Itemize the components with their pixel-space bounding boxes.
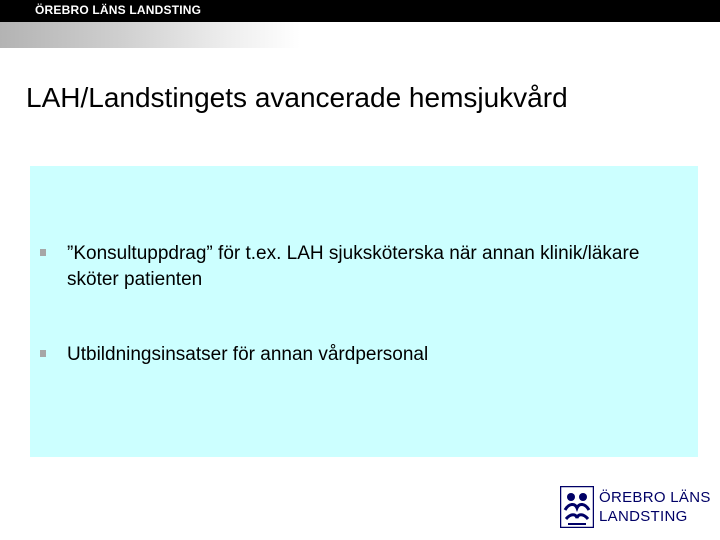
square-bullet-icon [40, 350, 46, 357]
bullet-text: Utbildningsinsatser för annan vårdpersonal [67, 344, 429, 365]
bullet-item [40, 342, 680, 368]
org-logo [560, 486, 711, 530]
header-gradient-band [0, 22, 300, 48]
content-box [30, 166, 698, 457]
slide-title: LAH/Landstingets avancerade hemsjukvård [26, 82, 568, 113]
square-bullet-icon [40, 249, 46, 256]
header-org-name: ÖREBRO LÄNS LANDSTING [35, 3, 202, 17]
logo-text-line1: ÖREBRO LÄNS [599, 489, 711, 506]
header-bar [0, 0, 720, 22]
county-council-emblem-icon [560, 486, 594, 528]
bullet-text: ”Konsultuppdrag” för t.ex. LAH sjuksköterska när annan klinik/läkare sköter patienten [67, 243, 640, 290]
logo-text-line2: LANDSTING [599, 508, 688, 525]
bullet-item [40, 241, 680, 293]
